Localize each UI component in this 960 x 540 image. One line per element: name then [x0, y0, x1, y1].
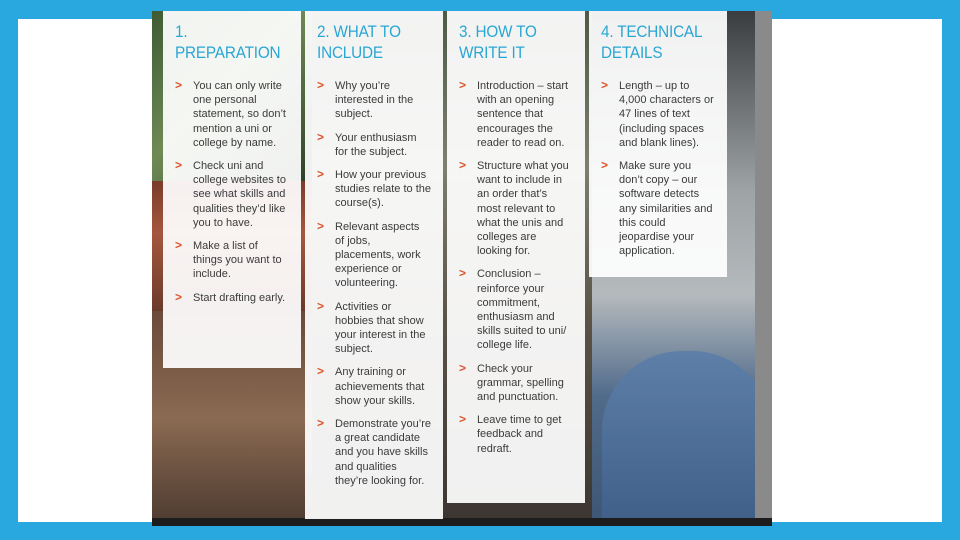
list-item-text: Any training or achievements that show your skills. [335, 366, 425, 407]
list-item [317, 365, 431, 408]
list-item [317, 300, 431, 357]
list-item [459, 79, 573, 150]
list-item-text: Your enthusiasm for the subject. [335, 131, 417, 158]
list-item-text: You can only write one personal statement, so don’t mention a uni or college by name. [193, 80, 286, 149]
list-item-text: Leave time to get feedback and redraft. [477, 414, 562, 455]
list-item [317, 131, 431, 159]
chevron-right-icon: > [317, 218, 325, 233]
column-heading: 1. PREPARATION [175, 22, 281, 62]
list-item-text: Activities or hobbies that show your interest in the subject. [335, 300, 426, 356]
photo-jeans [602, 351, 772, 526]
chevron-right-icon: > [175, 289, 183, 304]
chevron-right-icon: > [317, 129, 325, 144]
column-heading: 4. TECHNICAL DETAILS [601, 22, 703, 62]
list-item-text: Conclusion – reinforce your commitment, enthusiasm and skills suited to uni/ college life. [477, 268, 567, 352]
list-item [317, 168, 431, 211]
column-list [459, 79, 573, 456]
column-technical-details [589, 11, 727, 277]
chevron-right-icon: > [459, 78, 467, 92]
chevron-right-icon: > [175, 238, 183, 253]
chevron-right-icon: > [317, 298, 325, 313]
column-list [317, 79, 431, 488]
column-heading: 2. WHAT TO INCLUDE [317, 22, 401, 62]
list-item-text: Structure what you want to include in an order that’s most relevant to what the unis and colleges are looking for. [477, 160, 569, 258]
list-item [459, 413, 573, 456]
chevron-right-icon: > [175, 158, 183, 173]
chevron-right-icon: > [459, 158, 467, 173]
chevron-right-icon: > [317, 78, 325, 92]
list-item [175, 239, 289, 282]
list-item-text: Relevant aspects of jobs, placements, work experience or volunteering. [335, 220, 421, 290]
column-what-to-include [305, 11, 443, 519]
list-item-text: Check your grammar, spelling and punctuation. [477, 362, 564, 404]
list-item-text: Why you’re interested in the subject. [335, 80, 414, 121]
list-item [175, 291, 289, 305]
chevron-right-icon: > [317, 364, 325, 379]
list-item-text: Make sure you don’t copy – our software detects any similarities and this could jeopardise your application. [619, 160, 713, 258]
chevron-right-icon: > [175, 78, 183, 92]
list-item-text: Check uni and college websites to see what skills and qualities they’d like you to have. [193, 160, 286, 229]
chevron-right-icon: > [459, 360, 467, 375]
list-item [317, 417, 431, 488]
chevron-right-icon: > [459, 266, 467, 281]
list-item-text: Start drafting early. [193, 291, 286, 304]
column-list [601, 79, 715, 258]
column-how-to-write-it [447, 11, 585, 503]
list-item [175, 79, 289, 150]
column-list [175, 79, 289, 305]
chevron-right-icon: > [601, 158, 609, 173]
list-item [175, 159, 289, 230]
list-item [317, 220, 431, 291]
photo-edge [755, 11, 772, 526]
chevron-right-icon: > [459, 412, 467, 427]
chevron-right-icon: > [601, 78, 609, 92]
list-item-text: Length – up to 4,000 characters or 47 lines of text (including spaces and blank lines). [619, 80, 714, 149]
list-item-text: How your previous studies relate to the course(s). [335, 169, 432, 210]
list-item [459, 267, 573, 352]
list-item [459, 362, 573, 405]
list-item [601, 79, 715, 150]
photo-bottom-strip [152, 518, 772, 526]
column-preparation [163, 11, 301, 368]
list-item [459, 159, 573, 258]
list-item [317, 79, 431, 122]
chevron-right-icon: > [317, 416, 325, 431]
list-item [601, 159, 715, 258]
column-heading: 3. HOW TO WRITE IT [459, 22, 537, 62]
list-item-text: Introduction – start with an opening sentence that encourages the reader to read on. [477, 80, 569, 149]
chevron-right-icon: > [317, 167, 325, 182]
list-item-text: Make a list of things you want to include. [193, 240, 282, 281]
list-item-text: Demonstrate you’re a great candidate and you have skills and qualities they’re looking for. [335, 418, 431, 487]
